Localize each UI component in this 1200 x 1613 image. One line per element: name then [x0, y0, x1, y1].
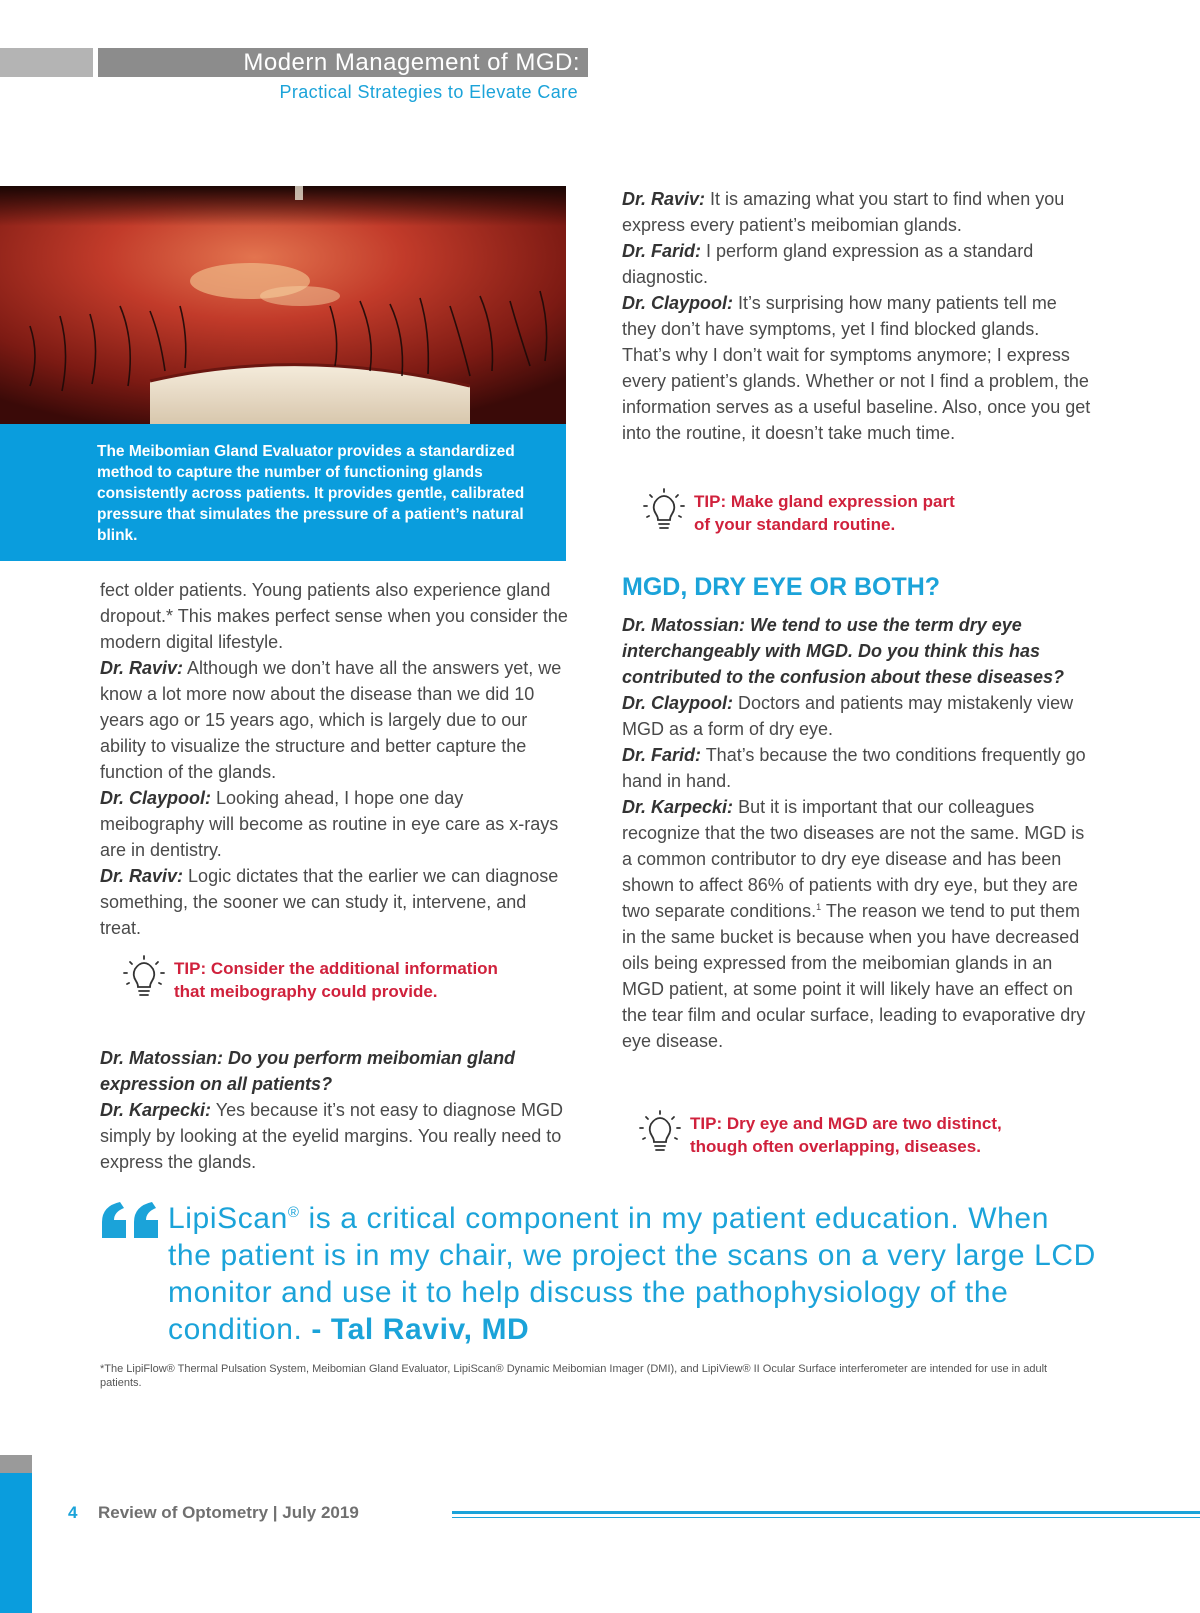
quote-mark-icon	[100, 1200, 162, 1240]
paragraph-text: The reason we tend to put them in the same bucket is because when you have decreased oils being expressed from the meibomian glands in an MGD patient, at some point it will likely have an effect on the tear film and ocular surface, leading to evaporative dry eye disease.	[622, 901, 1086, 1051]
footer-tab-gray	[0, 1455, 32, 1473]
paragraph-text: Yes because it’s not easy to diagnose MGD simply by looking at the eyelid margins. You really need to express the glands.	[100, 1100, 563, 1172]
paragraph-text: Doctors and patients may mistakenly view MGD as a form of dry eye.	[622, 693, 1074, 739]
tip-text: TIP: Consider the additional information that meibography could provide.	[174, 959, 498, 1001]
speaker-label: Dr. Claypool:	[100, 788, 212, 808]
right-column-top	[622, 186, 1092, 446]
right-column	[622, 612, 1092, 1054]
header-subtitle: Practical Strategies to Elevate Care	[279, 82, 578, 102]
paragraph	[100, 655, 570, 785]
paragraph-text: It is amazing what you start to find when you express every patient’s meibomian glands.	[622, 189, 1065, 235]
photo-caption: The Meibomian Gland Evaluator provides a standardized method to capture the number of functioning glands consistently across patients. It provides gentle, calibrated pressure that simulates the pressure of a patient’s natural blink.	[0, 424, 566, 561]
speaker-label: Dr. Raviv:	[622, 189, 706, 209]
paragraph	[100, 1097, 570, 1175]
tip-callout	[122, 955, 562, 1005]
lightbulb-icon	[638, 1110, 682, 1156]
quote-text: LipiScan® is a critical component in my patient education. When the patient is in my chair, we project the scans on a very large LCD monitor and use it to help discuss the pathophysiology of the condition. - Tal Raviv, MD	[168, 1202, 1096, 1346]
publication-info: Review of Optometry | July 2019	[98, 1503, 359, 1522]
footnote: *The LipiFlow® Thermal Pulsation System, Meibomian Gland Evaluator, LipiScan® Dynamic Meibomian Imager (DMI), and LipiView® II Ocular Surface interferometer are intended for use in adult patients.	[100, 1363, 1048, 1389]
speaker-label: Dr. Raviv:	[100, 658, 184, 678]
tip-text: TIP: Make gland expression part of your standard routine.	[694, 492, 955, 534]
paragraph-text: That’s because the two conditions frequently go hand in hand.	[622, 745, 1086, 791]
left-column	[100, 577, 570, 941]
paragraph	[622, 742, 1092, 794]
paragraph-text: It’s surprising how many patients tell me they don’t have symptoms, yet I find blocked glands. That’s why I don’t wait for symptoms anymore; I express every patient’s glands. Whether or not I find a problem, the information serves as a useful baseline. Also, once you get into the routine, it doesn’t take much time.	[622, 293, 1091, 443]
pull-quote	[100, 1200, 1100, 1348]
paragraph	[622, 186, 1092, 238]
header-title: Modern Management of MGD:	[243, 49, 580, 76]
header-bar-left	[0, 48, 93, 77]
speaker-label: Dr. Farid:	[622, 241, 702, 261]
section-heading: MGD, DRY EYE OR BOTH?	[622, 573, 941, 601]
speaker-label: Dr. Claypool:	[622, 693, 734, 713]
paragraph	[622, 794, 1092, 1054]
reference-number: 1	[816, 902, 822, 912]
speaker-label: Dr. Karpecki:	[100, 1100, 212, 1120]
speaker-label: Dr. Farid:	[622, 745, 702, 765]
paragraph-text: Although we don’t have all the answers yet, we know a lot more now about the disease than we did 10 years ago or 15 years ago, which is largely due to our ability to visualize the structure and better capture the function of the glands.	[100, 658, 562, 782]
tip-text: TIP: Dry eye and MGD are two distinct, though often overlapping, diseases.	[690, 1114, 1002, 1156]
tip-callout	[638, 1110, 1078, 1160]
page-number: 4	[68, 1503, 78, 1522]
paragraph	[622, 690, 1092, 742]
eyelid-photo	[0, 186, 566, 424]
paragraph	[622, 290, 1092, 446]
interview-question: Dr. Matossian: Do you perform meibomian gland expression on all patients?	[100, 1048, 516, 1094]
paragraph-text: Logic dictates that the earlier we can diagnose something, the sooner we can study it, intervene, and treat.	[100, 866, 559, 938]
paragraph-text: Looking ahead, I hope one day meibography will become as routine in eye care as x-rays are in dentistry.	[100, 788, 559, 860]
lightbulb-icon	[642, 488, 686, 534]
tip-callout	[642, 488, 1062, 538]
speaker-label: Dr. Claypool:	[622, 293, 734, 313]
speaker-label: Dr. Raviv:	[100, 866, 184, 886]
paragraph	[100, 863, 570, 941]
lightbulb-icon	[122, 955, 166, 1001]
left-question-block	[100, 1045, 570, 1175]
footer-rule-thin	[452, 1517, 1200, 1518]
footer-tab-blue	[0, 1473, 32, 1613]
paragraph-text: fect older patients. Young patients also experience gland dropout.* This makes perfect sense when you consider the modern digital lifestyle.	[100, 580, 568, 652]
interview-question: Dr. Matossian: We tend to use the term dry eye interchangeably with MGD. Do you think this has contributed to the confusion about these diseases?	[622, 615, 1065, 687]
quote-author: - Tal Raviv, MD	[302, 1313, 530, 1346]
paragraph	[100, 785, 570, 863]
paragraph-text: I perform gland expression as a standard diagnostic.	[622, 241, 1034, 287]
paragraph-text: But it is important that our colleagues recognize that the two diseases are not the same. MGD is a common contributor to dry eye disease and has been shown to affect 86% of patients with dry eye, but they are two separate conditions.	[622, 797, 1085, 921]
footer-rule	[452, 1511, 1200, 1514]
speaker-label: Dr. Karpecki:	[622, 797, 734, 817]
paragraph	[622, 238, 1092, 290]
